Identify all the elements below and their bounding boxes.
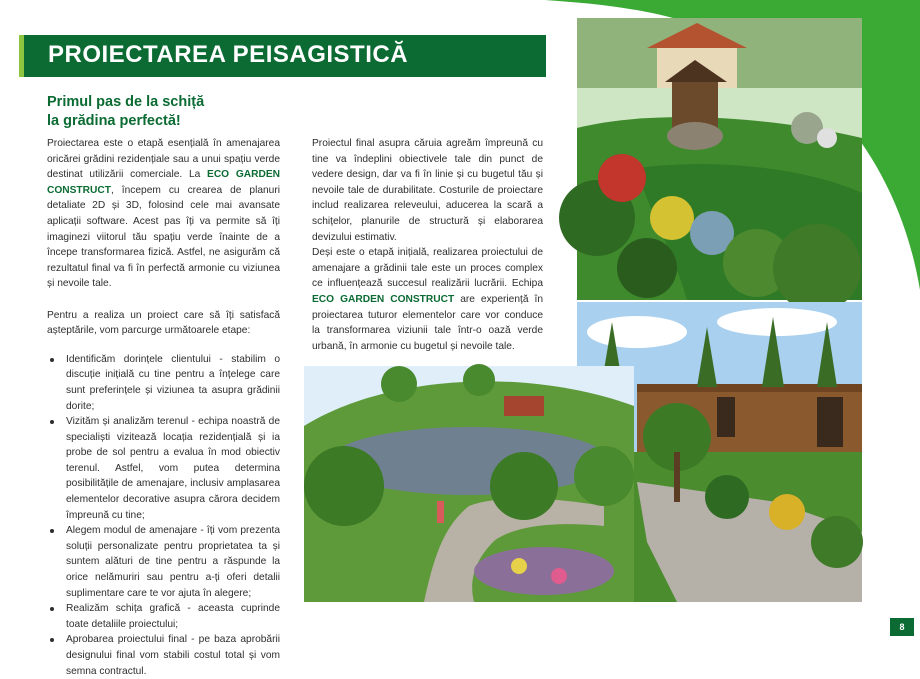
brand-name: ECO GARDEN CONSTRUCT (47, 169, 280, 196)
page-number: 8 (890, 618, 914, 636)
final-project-paragraph: Proiectul final asupra căruia agreăm împreună cu tine va îndeplini obiectivele tale din punct de vedere design, dar va fi în linie și cu bugetul tău și nevoile tale de durabilitate. Costurile de proiectare includ realizarea releveului, aducerea la scară a schițelor, planurile de structură și elaborarea devizului estimativ. (312, 138, 543, 243)
intro-paragraph (47, 136, 280, 292)
subtitle-line-2: la grădina perfectă! (47, 113, 181, 129)
list-item: Aprobarea proiectului final - pe baza aprobării designului final vom stabili costul total și vom semna contractul. (47, 632, 280, 679)
list-item: Vizităm și analizăm terenul - echipa noastră de specialiști vizitează locația rezidențială și ia probe de sol pentru a evalua în mod obiectiv terenul. Astfel, vom putea determina posibilitățile de amenajare, inclusiv amplasarea elementelor decorative asupra cărora decidem împreună cu tine; (47, 414, 280, 523)
intro-text-part-1: Proiectarea este o etapă esențială în amenajarea oricărei grădini rezidențiale sau a unui spațiu verde destinat utilizării comerciale. La (47, 138, 280, 181)
list-item: Realizăm schița grafică - aceasta cuprinde toate detaliile proiectului; (47, 601, 280, 632)
paragraph-text-part-2: are experiență în proiectarea tuturor elementelor care vor conduce la transformarea viziunii tale într-o oază verde urbană, în armonie cu bugetul și nevoile tale. (312, 293, 543, 352)
steps-list (47, 352, 280, 679)
list-item: Identificăm dorințele clientului - stabilim o discuție inițială cu tine pentru a înțelege care sunt preferințele și viziunea ta asupra grădinii dorite; (47, 352, 280, 414)
garden-well-photo (577, 18, 862, 300)
subtitle-line-1: Primul pas de la schiță (47, 94, 205, 110)
brand-name: ECO GARDEN CONSTRUCT (312, 293, 455, 305)
title-banner (19, 35, 546, 77)
left-text-column (47, 136, 280, 679)
intro-text-part-2: , începem cu crearea de planuri detaliate 2D și 3D, folosind cele mai avansate aplicații software. Acest pas îți va permite să îți imaginezi viitorul tău spațiu verde înainte de a începe transformarea fizică. Astfel, ne asigurăm că rezultatul final va fi în perfectă armonie cu viziunea și nevoile tale. (47, 184, 280, 290)
page-title: PROIECTAREA PEISAGISTICĂ (48, 41, 409, 68)
steps-intro: Pentru a realiza un proiect care să îți satisfacă așteptările, vom parcurge următoarele etape: (47, 309, 280, 337)
complex-process-paragraph (312, 245, 543, 354)
list-item: Alegem modul de amenajare - îți vom prezenta soluții personalizate pentru proprietatea ta și suntem alături de tine pentru a răspunde la orice nelămuriri sau pentru a-ți oferi detalii suplimentare care te vor ajuta în alegere; (47, 523, 280, 601)
garden-pond-photo (304, 366, 634, 602)
right-text-column (312, 136, 543, 354)
paragraph-text-part-1: Deși este o etapă inițială, realizarea proiectului de amenajare a grădinii tale este un proces complex ce influențează succesul realizării lucrării. Echipa (312, 247, 543, 290)
section-subtitle (47, 93, 297, 131)
